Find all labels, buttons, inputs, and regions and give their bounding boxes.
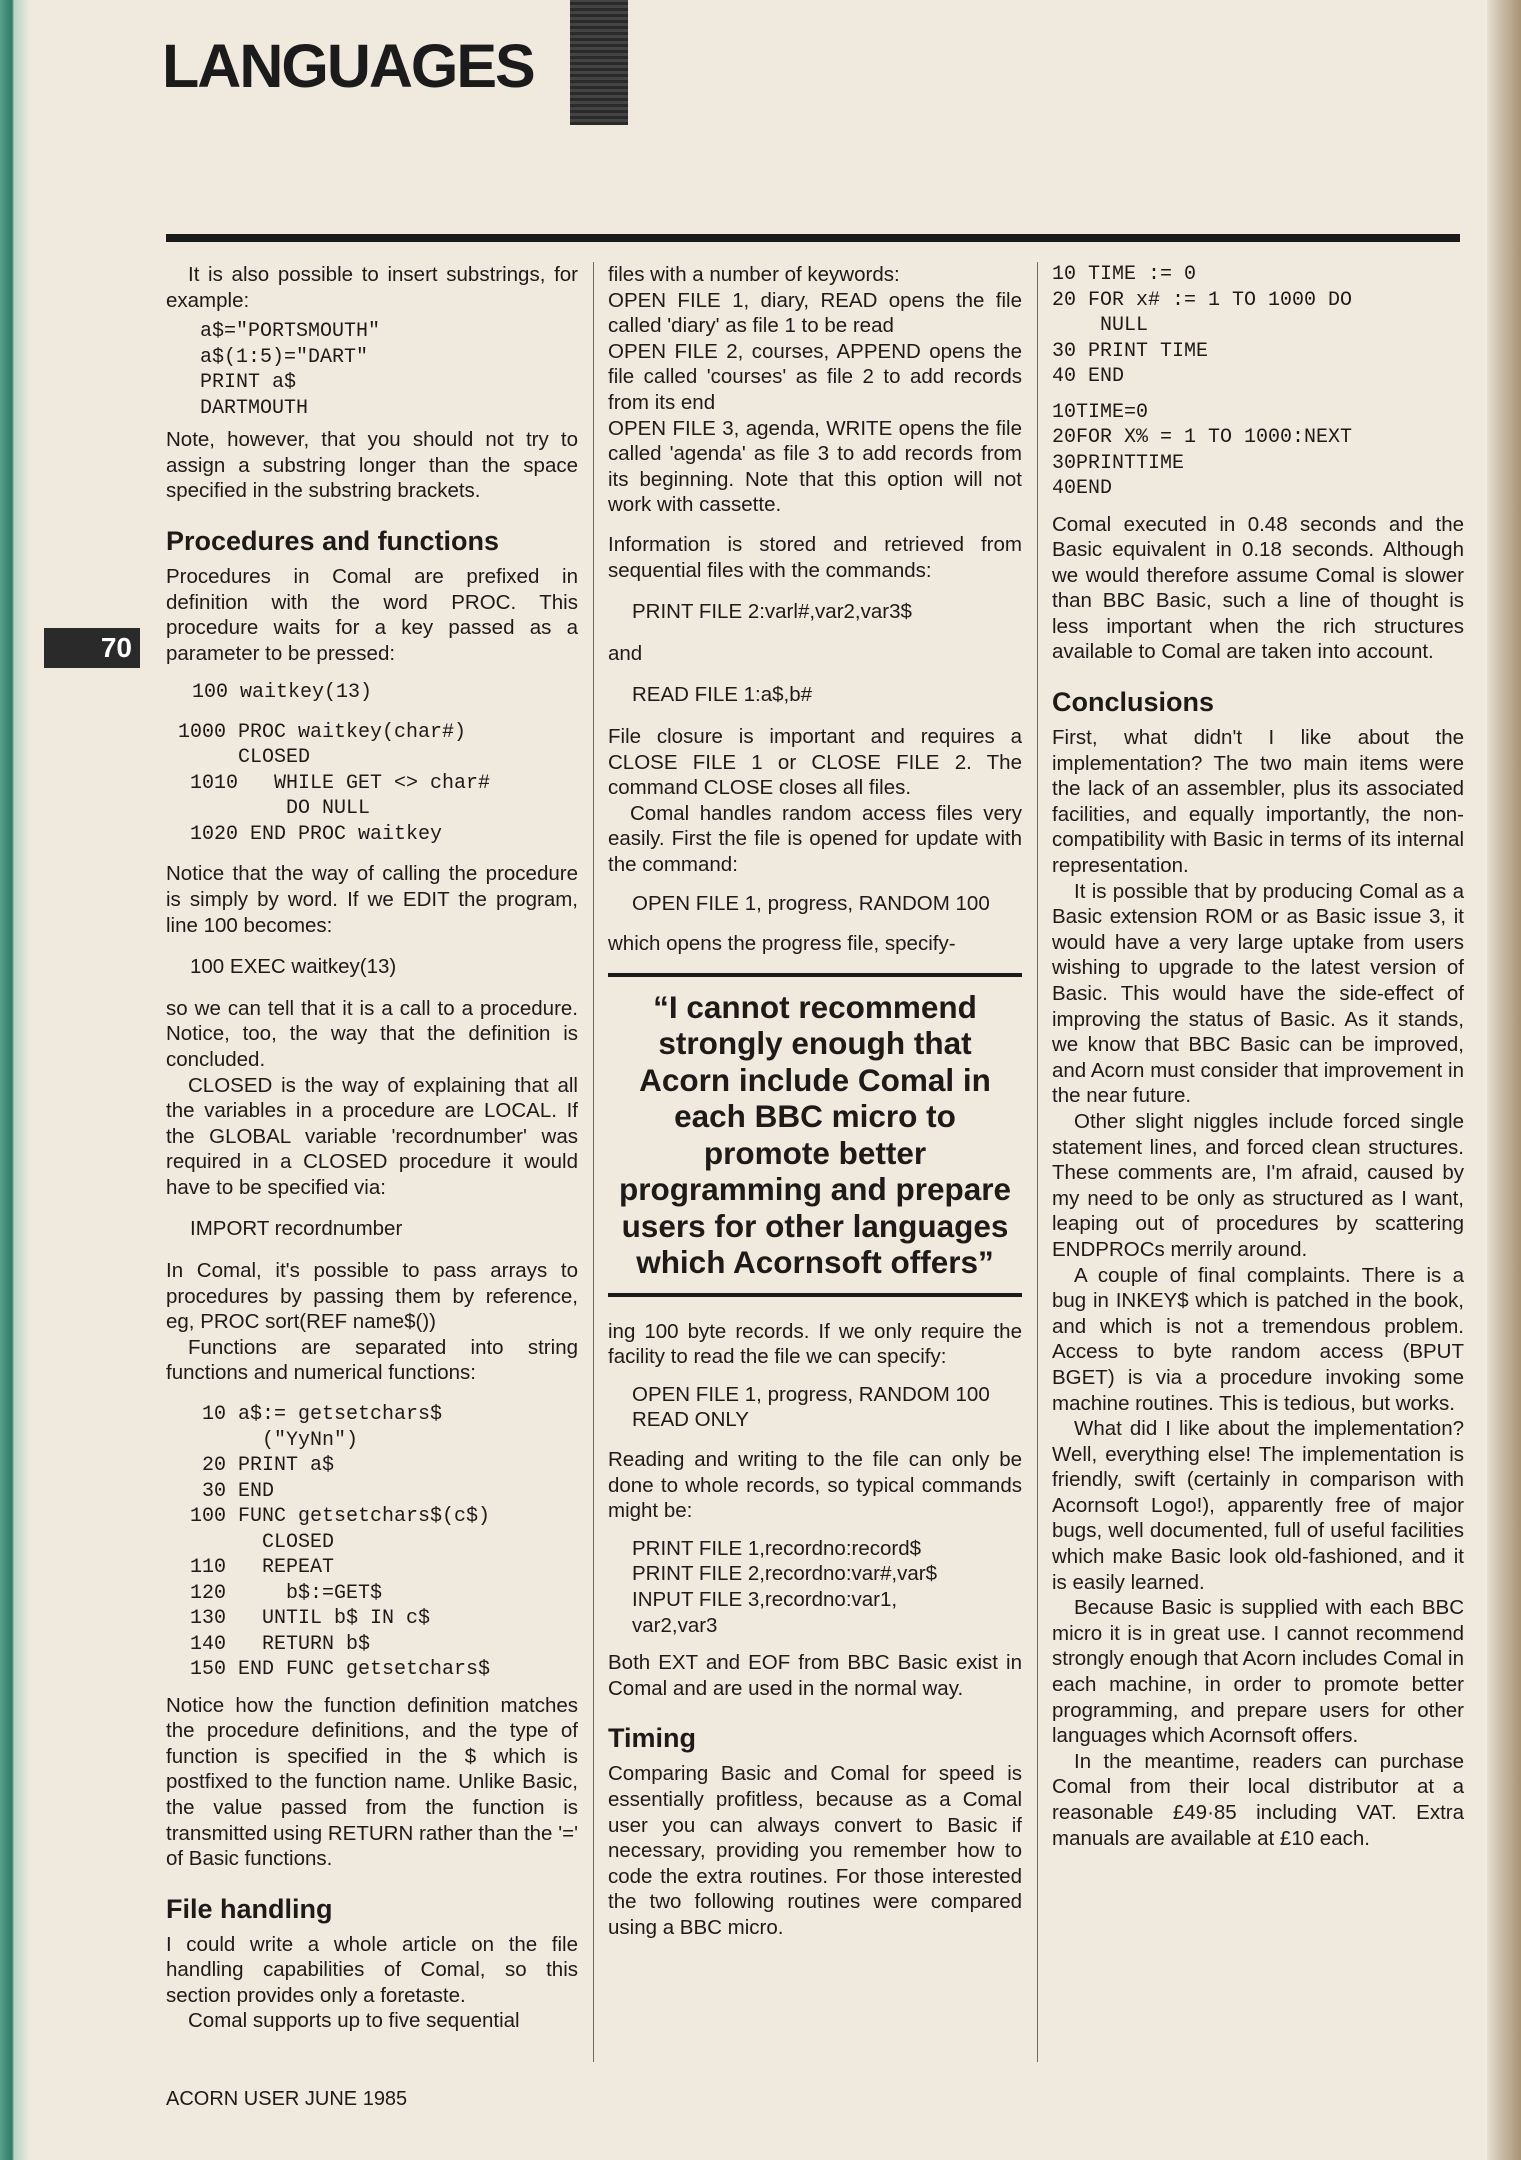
code-line: 10 TIME := 0 — [1052, 263, 1197, 286]
code-line: 10TIME=0 — [1052, 400, 1149, 424]
code-line: 150 END FUNC getsetchars$ — [190, 1658, 491, 1682]
code-line: a$(1:5)="DART" — [200, 345, 369, 369]
pull-quote: “I cannot recommend strongly enough that Acorn include Comal in each BBC micro to promote better programming and prepare users for other languages which Acornsoft offers” — [608, 973, 1022, 1297]
code-line: 20 FOR x# := 1 TO 1000 DO — [1052, 288, 1353, 312]
paragraph: Functions are separated into string functions and numerical functions: — [166, 1335, 578, 1385]
paragraph: Because Basic is supplied with each BBC micro it is in great use. I cannot recommend strongly enough that Acorn includes Comal in each machine, in order to promote better programming, and prepare users for other languages which Acornsoft offers. — [1052, 1596, 1464, 1748]
paragraph: and — [608, 641, 643, 665]
command-line: IMPORT recordnumber — [190, 1217, 403, 1241]
code-line: 20FOR X% = 1 TO 1000:NEXT — [1052, 426, 1353, 449]
paragraph: Notice how the function definition matches the procedure definitions, and the type of function is specified in the $ which is postfixed to the function name. Unlike Basic, the value passed from the function is transmitted using RETURN rather than the '=' of Basic functions. — [166, 1693, 578, 1871]
paragraph: Notice that the way of calling the procedure is simply by word. If we EDIT the program, line 100 becomes: — [166, 862, 578, 937]
paragraph: A couple of final complaints. There is a bug in INKEY$ which is patched in the book, and which is not a tremendous problem. Access to byte random access (BPUT BGET) is via a procedure invoking some machine routines. This is tedious, but works. — [1052, 1263, 1464, 1415]
page-right-edge — [1487, 0, 1521, 2160]
code-block — [166, 720, 578, 848]
code-line: a$="PORTSMOUTH" — [200, 320, 381, 344]
section-title: LANGUAGES — [162, 32, 534, 100]
code-block — [1052, 400, 1464, 502]
code-line: 10 a$:= getsetchars$ — [190, 1403, 443, 1427]
section-heading: Conclusions — [1052, 687, 1215, 718]
paragraph: It is also possible to insert substrings, for example: — [166, 263, 578, 312]
command-line: PRINT FILE 2:varl#,var2,var3$ — [632, 600, 912, 624]
paragraph: File closure is important and requires a CLOSE FILE 1 or CLOSE FILE 2. The command CLOSE closes all files. — [608, 724, 1022, 800]
command-line: PRINT FILE 1,recordno:record$ — [632, 1536, 922, 1560]
code-line: 20 PRINT a$ — [190, 1454, 335, 1478]
paragraph: I could write a whole article on the file handling capabilities of Comal, so this section provides only a foretaste. — [166, 1932, 578, 2007]
paragraph: OPEN FILE 1, diary, READ opens the file called 'diary' as file 1 to be read — [608, 288, 1022, 338]
paragraph: ing 100 byte records. If we only require the facility to read the file we can specify: — [608, 1319, 1022, 1369]
column-divider — [593, 262, 594, 2062]
paragraph: Other slight niggles include forced single statement lines, and forced clean structures. These comments are, I'm afraid, caused by my need to be only as structured as I want, leaping out of procedures by scattering ENDPROCs merrily around. — [1052, 1109, 1464, 1261]
code-line: 100 waitkey(13) — [192, 681, 373, 705]
code-line: DO NULL — [178, 797, 371, 821]
paragraph: Note, however, that you should not try to assign a substring longer than the space specified in the substring brackets. — [166, 428, 578, 503]
code-line: 110 REPEAT — [190, 1556, 335, 1580]
paragraph: OPEN FILE 3, agenda, WRITE opens the file called 'agenda' as file 3 to add records from its beginning. Note that this option will not work with cassette. — [608, 416, 1022, 517]
paragraph: Comal supports up to five sequential — [188, 2009, 520, 2033]
code-line: CLOSED — [178, 746, 311, 770]
paragraph: Comal handles random access files very easily. First the file is opened for update with the command: — [608, 801, 1022, 876]
code-line: PRINT a$ — [200, 371, 297, 395]
column-3 — [1052, 262, 1464, 1851]
command-line: READ FILE 1:a$,b# — [632, 683, 813, 707]
paragraph: which opens the progress file, specify- — [608, 932, 956, 956]
command-line: PRINT FILE 2,recordno:var#,var$ — [632, 1562, 937, 1586]
header-rule — [166, 234, 1460, 242]
section-heading: Timing — [608, 1723, 697, 1754]
code-line: 120 b$:=GET$ — [190, 1581, 383, 1605]
paragraph: so we can tell that it is a call to a procedure. Notice, too, the way that the definition is concluded. — [166, 996, 578, 1071]
command-block — [608, 1536, 1022, 1638]
page-number-badge: 70 — [44, 628, 140, 668]
code-line: 30PRINTTIME — [1052, 451, 1185, 475]
command-line: var2,var3 — [632, 1613, 718, 1637]
code-block — [1052, 262, 1464, 390]
column-1 — [166, 262, 578, 2034]
code-line: 40 END — [1052, 365, 1125, 388]
code-line: 1000 PROC waitkey(char#) — [178, 720, 467, 744]
code-block — [166, 319, 578, 421]
code-line: 40END — [1052, 477, 1113, 500]
page-binding-edge — [0, 0, 30, 2160]
code-line: 100 FUNC getsetchars$(c$) — [190, 1505, 491, 1529]
paragraph: In the meantime, readers can purchase Comal from their local distributor at a reasonable £49·85 including VAT. Extra manuals are available at £10 each. — [1052, 1749, 1464, 1850]
column-2 — [608, 262, 1022, 1941]
paragraph: First, what didn't I like about the implementation? The two main items were the lack of an assembler, plus its associated facilities, and equally importantly, the non-compatibility with Basic in terms of its internal representation. — [1052, 726, 1464, 878]
code-line: 140 RETURN b$ — [190, 1632, 371, 1656]
code-line: NULL — [1052, 314, 1149, 337]
page-footer: ACORN USER JUNE 1985 — [166, 2088, 408, 2110]
section-heading: Procedures and functions — [166, 525, 500, 556]
command-line: OPEN FILE 1, progress, RANDOM 100 READ ONLY — [632, 1382, 990, 1432]
paragraph: It is possible that by producing Comal as a Basic extension ROM or as Basic issue 3, it would have a very large uptake from users wishing to upgrade to the latest version of Basic. This would have the side-effect of improving the status of Basic. As it stands, we know that BBC Basic can be improved, and Acorn must consider that improvement in the near future. — [1052, 879, 1464, 1108]
paragraph: Information is stored and retrieved from sequential files with the commands: — [608, 532, 1022, 582]
paragraph: files with a number of keywords: — [608, 263, 900, 286]
code-line: DARTMOUTH — [200, 396, 309, 420]
paragraph: Reading and writing to the file can only be done to whole records, so typical commands might be: — [608, 1448, 1022, 1523]
column-divider — [1037, 262, 1038, 2062]
code-line: ("YyNn") — [190, 1428, 359, 1452]
paragraph: Procedures in Comal are prefixed in definition with the word PROC. This procedure waits for a key passed as a parameter to be pressed: — [166, 564, 578, 665]
paragraph: What did I like about the implementation? Well, everything else! The implementation is friendly, swift (certainly in comparison with Acornsoft Logo!), apparently free of major bugs, well documented, full of useful facilities which make Basic look old-fashioned, and it is easily learned. — [1052, 1417, 1464, 1594]
code-line: 1020 END PROC waitkey — [178, 822, 443, 846]
paragraph: Both EXT and EOF from BBC Basic exist in Comal and are used in the normal way. — [608, 1651, 1022, 1700]
code-line: 1010 WHILE GET <> char# — [178, 771, 491, 795]
paragraph: OPEN FILE 2, courses, APPEND opens the file called 'courses' as file 2 to add records from its end — [608, 339, 1022, 414]
paragraph: Comal executed in 0.48 seconds and the Basic equivalent in 0.18 seconds. Although we would therefore assume Comal is slower than BBC Basic, such a line of thought is less important when the rich structures available to Comal are taken into account. — [1052, 512, 1464, 664]
code-block — [166, 680, 578, 706]
command-line: OPEN FILE 1, progress, RANDOM 100 — [632, 892, 990, 916]
paragraph: In Comal, it's possible to pass arrays to procedures by passing them by reference, eg, PROC sort(REF name$()) — [166, 1259, 578, 1334]
code-block — [166, 1402, 578, 1683]
code-line: 30 PRINT TIME — [1052, 339, 1209, 363]
paragraph: CLOSED is the way of explaining that all the variables in a procedure are LOCAL. If the GLOBAL variable 'recordnumber' was required in a CLOSED procedure it would have to be specified via: — [166, 1073, 578, 1199]
command-line: INPUT FILE 3,recordno:var1, — [632, 1588, 898, 1611]
code-line: CLOSED — [190, 1530, 335, 1554]
command-line: 100 EXEC waitkey(13) — [190, 955, 397, 979]
paragraph: Comparing Basic and Comal for speed is essentially profitless, because as a Comal user you can always convert to Basic if necessary, providing you remember how to code the extra routines. For those interested the two following routines were compared using a BBC micro. — [608, 1762, 1022, 1939]
section-heading: File handling — [166, 1893, 333, 1924]
code-line: 30 END — [190, 1479, 275, 1503]
code-line: 130 UNTIL b$ IN c$ — [190, 1607, 431, 1631]
header-decor-block — [570, 0, 628, 125]
